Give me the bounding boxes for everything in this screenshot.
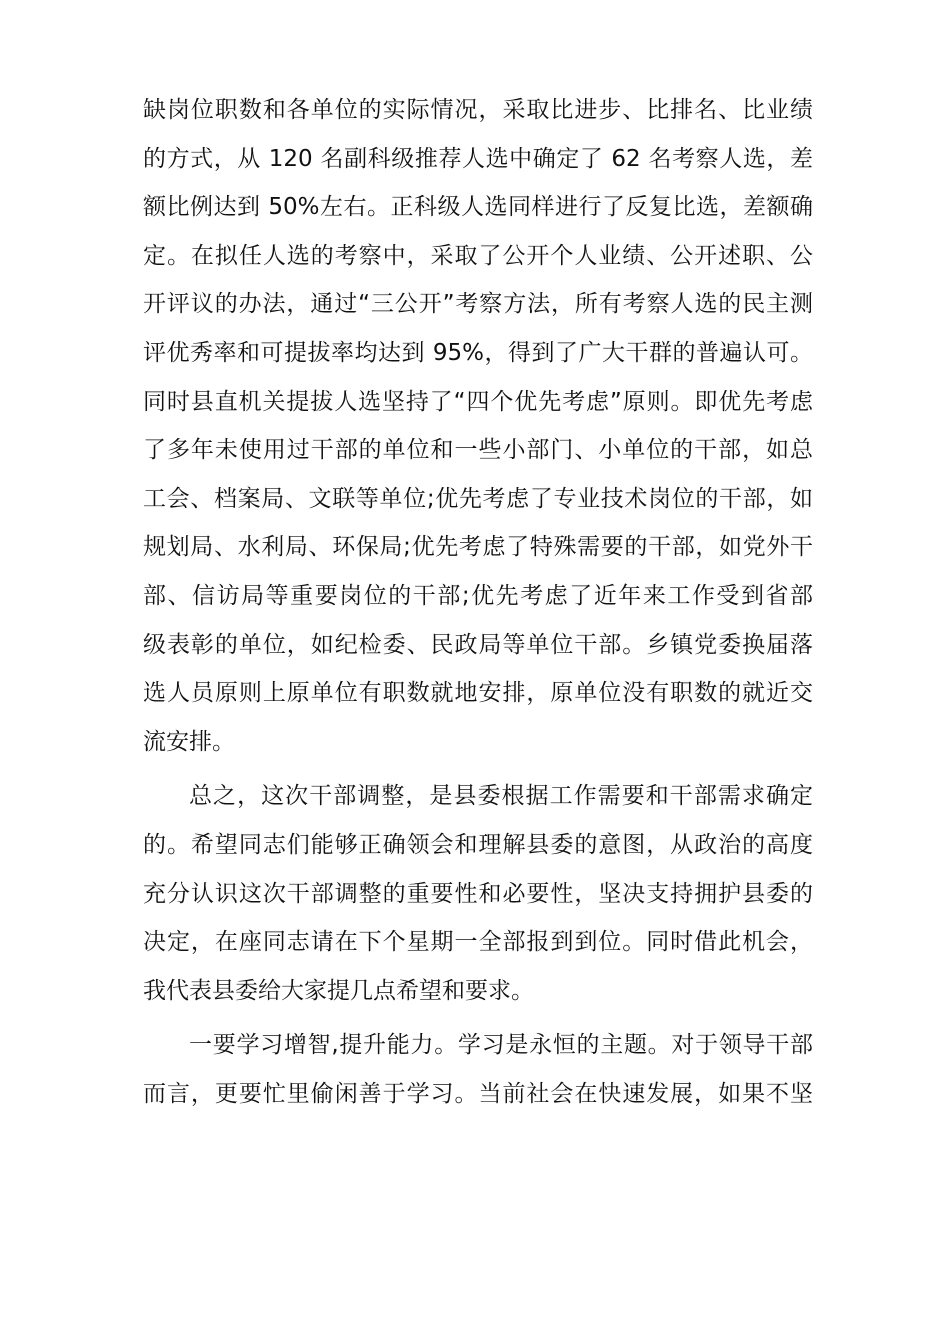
text-line: 工会、档案局、文联等单位;优先考虑了专业技术岗位的干部，如: [143, 485, 813, 512]
text-line: 开评议的办法，通过“三公开”考察方法，所有考察人选的民主测: [143, 291, 813, 318]
text-line: 级表彰的单位，如纪检委、民政局等单位干部。乡镇党委换届落: [143, 631, 813, 658]
paragraph: [143, 772, 813, 1015]
text-line: 选人员原则上原单位有职数就地安排，原单位没有职数的就近交: [143, 680, 813, 707]
text-line: 流安排。: [143, 728, 235, 755]
paragraph: [143, 86, 813, 766]
text-line: 的。希望同志们能够正确领会和理解县委的意图，从政治的高度: [143, 831, 813, 858]
text-line: 规划局、水利局、环保局;优先考虑了特殊需要的干部，如党外干: [143, 534, 813, 561]
text-line: 决定，在座同志请在下个星期一全部报到到位。同时借此机会，: [143, 929, 813, 956]
text-line: 充分认识这次干部调整的重要性和必要性，坚决支持拥护县委的: [143, 880, 813, 907]
text-line: 总之，这次干部调整，是县委根据工作需要和干部需求确定: [189, 783, 813, 810]
paragraph: [143, 1021, 813, 1118]
text-line: 一要学习增智,提升能力。学习是永恒的主题。对于领导干部: [189, 1032, 813, 1059]
text-line: 评优秀率和可提拔率均达到 95%，得到了广大干群的普遍认可。: [143, 339, 813, 366]
text-line: 而言，更要忙里偷闲善于学习。当前社会在快速发展，如果不坚: [143, 1080, 813, 1107]
text-line: 定。在拟任人选的考察中，采取了公开个人业绩、公开述职、公: [143, 242, 813, 269]
text-line: 部、信访局等重要岗位的干部;优先考虑了近年来工作受到省部: [143, 582, 813, 609]
text-line: 了多年未使用过干部的单位和一些小部门、小单位的干部，如总: [143, 437, 813, 464]
text-line: 缺岗位职数和各单位的实际情况，采取比进步、比排名、比业绩: [143, 97, 813, 123]
text-line: 额比例达到 50%左右。正科级人选同样进行了反复比选，差额确: [143, 194, 813, 221]
text-line: 的方式，从 120 名副科级推荐人选中确定了 62 名考察人选，差: [143, 145, 813, 172]
text-line: 同时县直机关提拔人选坚持了“四个优先考虑”原则。即优先考虑: [143, 388, 813, 415]
text-line: 我代表县委给大家提几点希望和要求。: [143, 977, 534, 1004]
document-body: [143, 86, 813, 1118]
